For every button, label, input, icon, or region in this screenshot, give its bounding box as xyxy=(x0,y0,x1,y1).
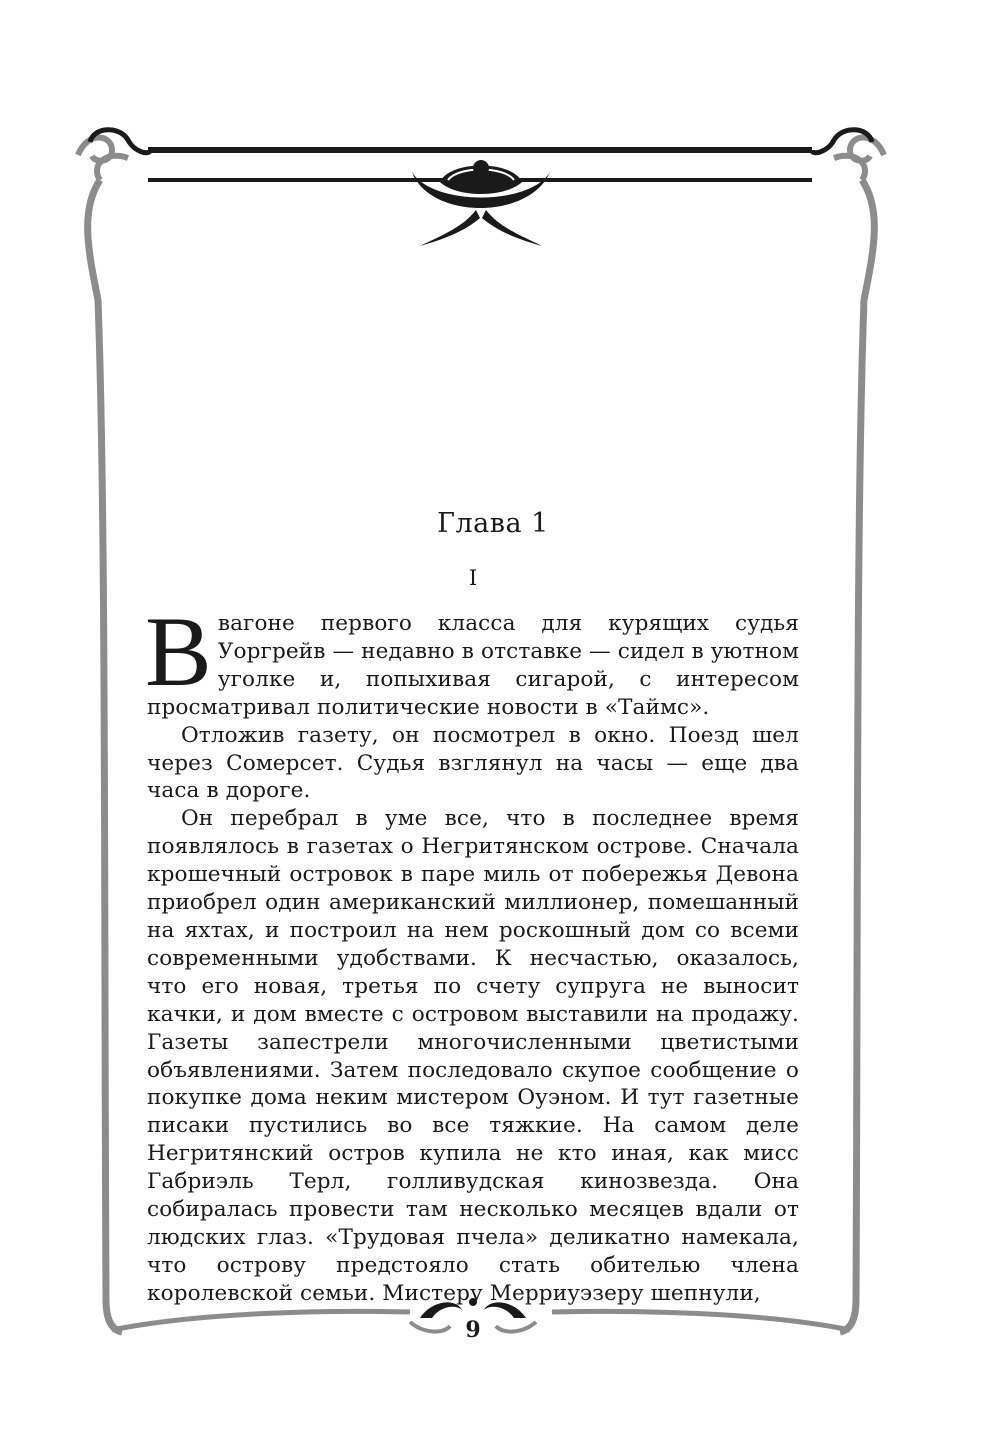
top-right-flourish xyxy=(834,138,884,181)
chapter-title: Глава 1 xyxy=(437,508,549,539)
paragraph xyxy=(145,596,799,722)
left-border xyxy=(88,180,122,1332)
top-left-flourish xyxy=(78,138,128,181)
top-left-scroll xyxy=(90,130,150,153)
paragraph: Он перебрал в уме все, что в последнее время появлялось в газетах о Негритянском острове. Сначала крошечный островок в паре миль от побережья Девона приобрел один американский миллионер, помешанный на яхтах, и построил на нем роскошный дом со всеми современными удобствами. К несчастью, оказалось, что его новая, третья по счету супруга не выносит качки, и дом вместе с островом выставили на продажу. Газеты запестрели многочисленными цветистыми объявлениями. Затем последовало скупое сообщение о покупке дома неким мистером Оуэном. И тут газетные писаки пустились во все тяжкие. На самом деле Негритянский остров купила не кто иная, как мисс Габриэль Терл, голливудская кинозвезда. Она собиралась провести там несколько месяцев вдали от людских глаз. «Трудовая пчела» деликатно намекала, что острову предстояло стать обителью члена королевской семьи. Мистеру Мерриуэзеру шепнули, xyxy=(147,806,799,1306)
body-text xyxy=(145,596,799,1308)
right-border xyxy=(840,180,874,1332)
page-number: 9 xyxy=(465,1317,481,1343)
top-right-scroll xyxy=(812,130,872,153)
drop-cap: В xyxy=(145,596,212,707)
center-ornament xyxy=(412,160,550,246)
paragraph: Отложив газету, он посмотрел в окно. Поезд шел через Сомерсет. Судья взглянул на часы — еще два часа в дороге. xyxy=(147,722,799,804)
paragraph-text: вагоне первого класса для курящих судья Уоргрейв — недавно в отставке — сидел в уютном уголке и, попыхивая сигарой, с интересом просматривал политические новости в «Таймс». xyxy=(147,611,799,720)
section-number: I xyxy=(468,566,478,590)
